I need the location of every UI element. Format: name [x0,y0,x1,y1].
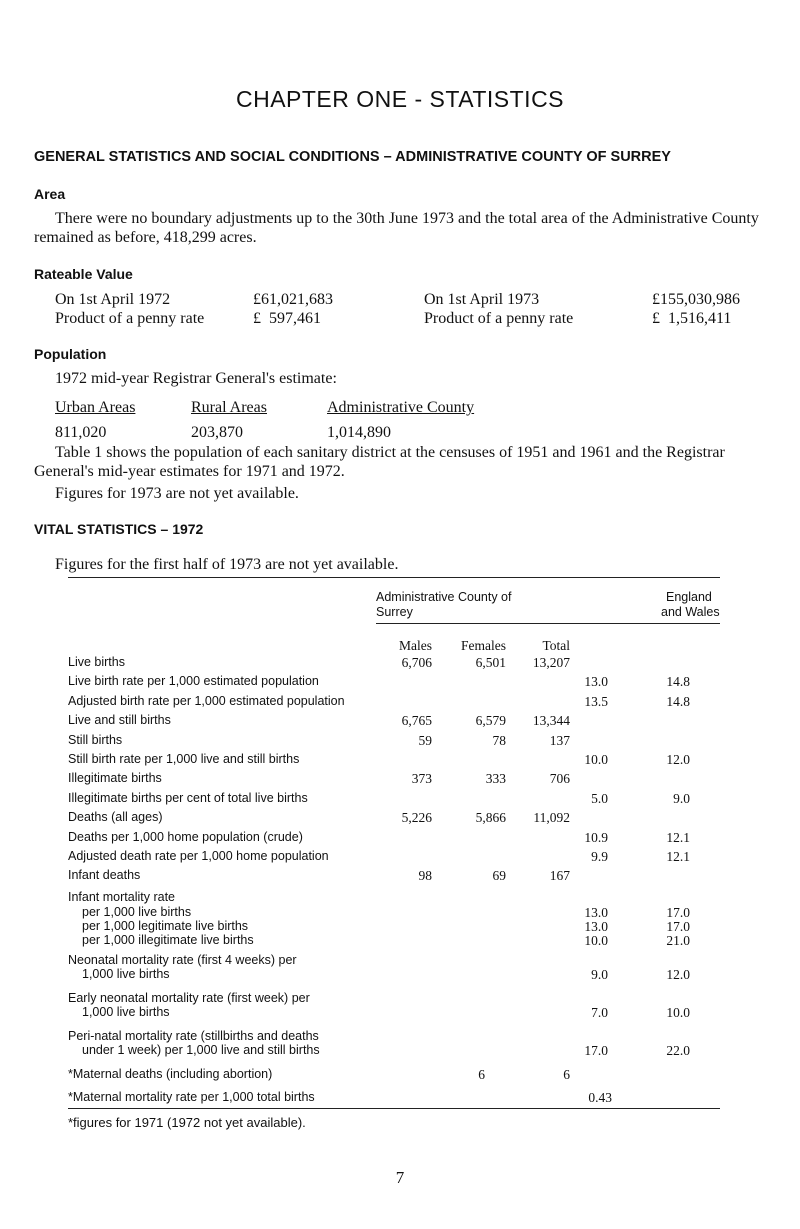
imr-ew: 17.0 [666,919,690,934]
row-label: Live birth rate per 1,000 estimated population [68,674,319,688]
rateable-heading: Rateable Value [34,266,133,282]
rateable-right-value2: £ 1,516,411 [652,310,732,327]
vital-heading: VITAL STATISTICS – 1972 [34,521,204,537]
rateable-left-value2: £ 597,461 [253,310,321,327]
page-number: 7 [395,1168,405,1187]
maternal-rate: 0.43 [588,1090,612,1105]
imr-rate: 13.0 [584,919,608,934]
cell-rate: 13.5 [584,694,608,709]
table-bottom-rule [68,1108,720,1109]
imr-rate: 13.0 [584,905,608,920]
imr-ew: 21.0 [666,933,690,948]
row-label: Infant deaths [68,868,141,882]
imr-label: Infant mortality rate [68,890,175,904]
population-table-note-line2: General's mid-year estimates for 1971 and 1972. [34,463,345,480]
head-england-line1: England [666,590,712,604]
peri-label-line2: under 1 week) per 1,000 live and still births [82,1043,320,1057]
peri-label-line1: Peri-natal mortality rate (stillbirths and deaths [68,1029,319,1043]
cell-males: 59 [418,733,432,748]
cell-ew: 14.8 [666,674,690,689]
neonatal-rate: 9.0 [591,967,608,982]
cell-rate: 5.0 [591,791,608,806]
cell-total: 167 [549,868,570,883]
vital-note: Figures for the first half of 1973 are not yet available. [55,556,399,573]
cell-males: 5,226 [401,810,432,825]
early-label-line1: Early neonatal mortality rate (first week) per [68,991,310,1005]
cell-rate: 10.9 [584,830,608,845]
maternal-deaths-total: 6 [563,1067,570,1082]
cell-rate: 10.0 [584,752,608,767]
row-label: Still birth rate per 1,000 live and still births [68,752,300,766]
row-label: Illegitimate births per cent of total live births [68,791,308,805]
population-rural-heading: Rural Areas [191,399,267,416]
chapter-title: CHAPTER ONE - STATISTICS [235,86,565,112]
cell-females: 6,501 [475,655,506,670]
col-total-heading: Total [542,638,570,653]
imr-row-label: per 1,000 legitimate live births [82,919,249,933]
population-table-note-line1: Table 1 shows the population of each sanitary district at the censuses of 1951 and 1961 and the Registrar [55,444,725,461]
population-urban-heading: Urban Areas [55,399,136,416]
area-text-line2: remained as before, 418,299 acres. [34,229,257,246]
maternal-deaths-label: *Maternal deaths (including abortion) [68,1067,273,1081]
cell-ew: 14.8 [666,694,690,709]
early-label-line2: 1,000 live births [82,1005,170,1019]
cell-ew: 12.0 [666,752,690,767]
cell-rate: 9.9 [591,849,608,864]
header-rule [376,623,720,624]
cell-ew: 12.1 [666,830,690,845]
peri-rate: 17.0 [584,1043,608,1058]
imr-row-label: per 1,000 live births [82,905,192,919]
population-rural-value: 203,870 [191,424,243,441]
row-label: Still births [68,733,123,747]
cell-females: 6,579 [475,713,506,728]
area-text-line1: There were no boundary adjustments up to the 30th June 1973 and the total area of the Administrative County [55,210,759,227]
population-county-heading: Administrative County [327,399,475,416]
rateable-right-label1: On 1st April 1973 [424,291,540,308]
main-heading: GENERAL STATISTICS AND SOCIAL CONDITIONS – ADMINISTRATIVE COUNTY OF SURREY [34,149,671,165]
cell-total: 137 [549,733,570,748]
head-county-line2: Surrey [376,605,413,619]
footnote: *figures for 1971 (1972 not yet available). [68,1115,306,1130]
head-england-line2: and Wales [661,605,720,619]
population-county-value: 1,014,890 [327,424,391,441]
rateable-left-label1: On 1st April 1972 [55,291,171,308]
cell-total: 11,092 [533,810,570,825]
col-males-heading: Males [399,638,432,653]
cell-females: 5,866 [475,810,506,825]
cell-total: 13,207 [532,655,570,670]
population-estimate-label: 1972 mid-year Registrar General's estimate: [55,370,337,387]
imr-ew: 17.0 [666,905,690,920]
cell-total: 13,344 [532,713,570,728]
head-county-line1: Administrative County of [376,590,512,604]
area-heading: Area [34,186,66,202]
col-females-heading: Females [461,638,506,653]
cell-males: 6,765 [401,713,432,728]
population-urban-value: 811,020 [55,424,107,441]
maternal-rate-label: *Maternal mortality rate per 1,000 total births [68,1090,315,1104]
row-label: Deaths (all ages) [68,810,163,824]
neonatal-ew: 12.0 [666,967,690,982]
rateable-right-value1: £155,030,986 [652,291,740,308]
row-label: Illegitimate births [68,771,162,785]
rateable-left-value1: £61,021,683 [253,291,333,308]
neonatal-label-line1: Neonatal mortality rate (first 4 weeks) per [68,953,297,967]
rateable-left-label2: Product of a penny rate [55,310,205,327]
cell-males: 98 [418,868,432,883]
cell-total: 706 [549,771,570,786]
cell-females: 333 [485,771,506,786]
row-label: Deaths per 1,000 home population (crude) [68,830,303,844]
cell-rate: 13.0 [584,674,608,689]
population-figures-note: Figures for 1973 are not yet available. [55,485,299,502]
imr-rate: 10.0 [584,933,608,948]
cell-males: 373 [411,771,432,786]
imr-row-label: per 1,000 illegitimate live births [82,933,254,947]
cell-ew: 12.1 [666,849,690,864]
row-label: Live births [68,655,125,669]
row-label: Live and still births [68,713,171,727]
early-rate: 7.0 [591,1005,608,1020]
cell-males: 6,706 [401,655,432,670]
peri-ew: 22.0 [666,1043,690,1058]
cell-females: 78 [492,733,506,748]
row-label: Adjusted birth rate per 1,000 estimated population [68,694,345,708]
rateable-right-label2: Product of a penny rate [424,310,574,327]
cell-females: 69 [492,868,506,883]
row-label: Adjusted death rate per 1,000 home population [68,849,329,863]
table-top-rule [68,577,720,578]
maternal-deaths-females: 6 [478,1067,485,1082]
early-ew: 10.0 [666,1005,690,1020]
neonatal-label-line2: 1,000 live births [82,967,170,981]
cell-ew: 9.0 [673,791,690,806]
population-heading: Population [34,346,107,362]
